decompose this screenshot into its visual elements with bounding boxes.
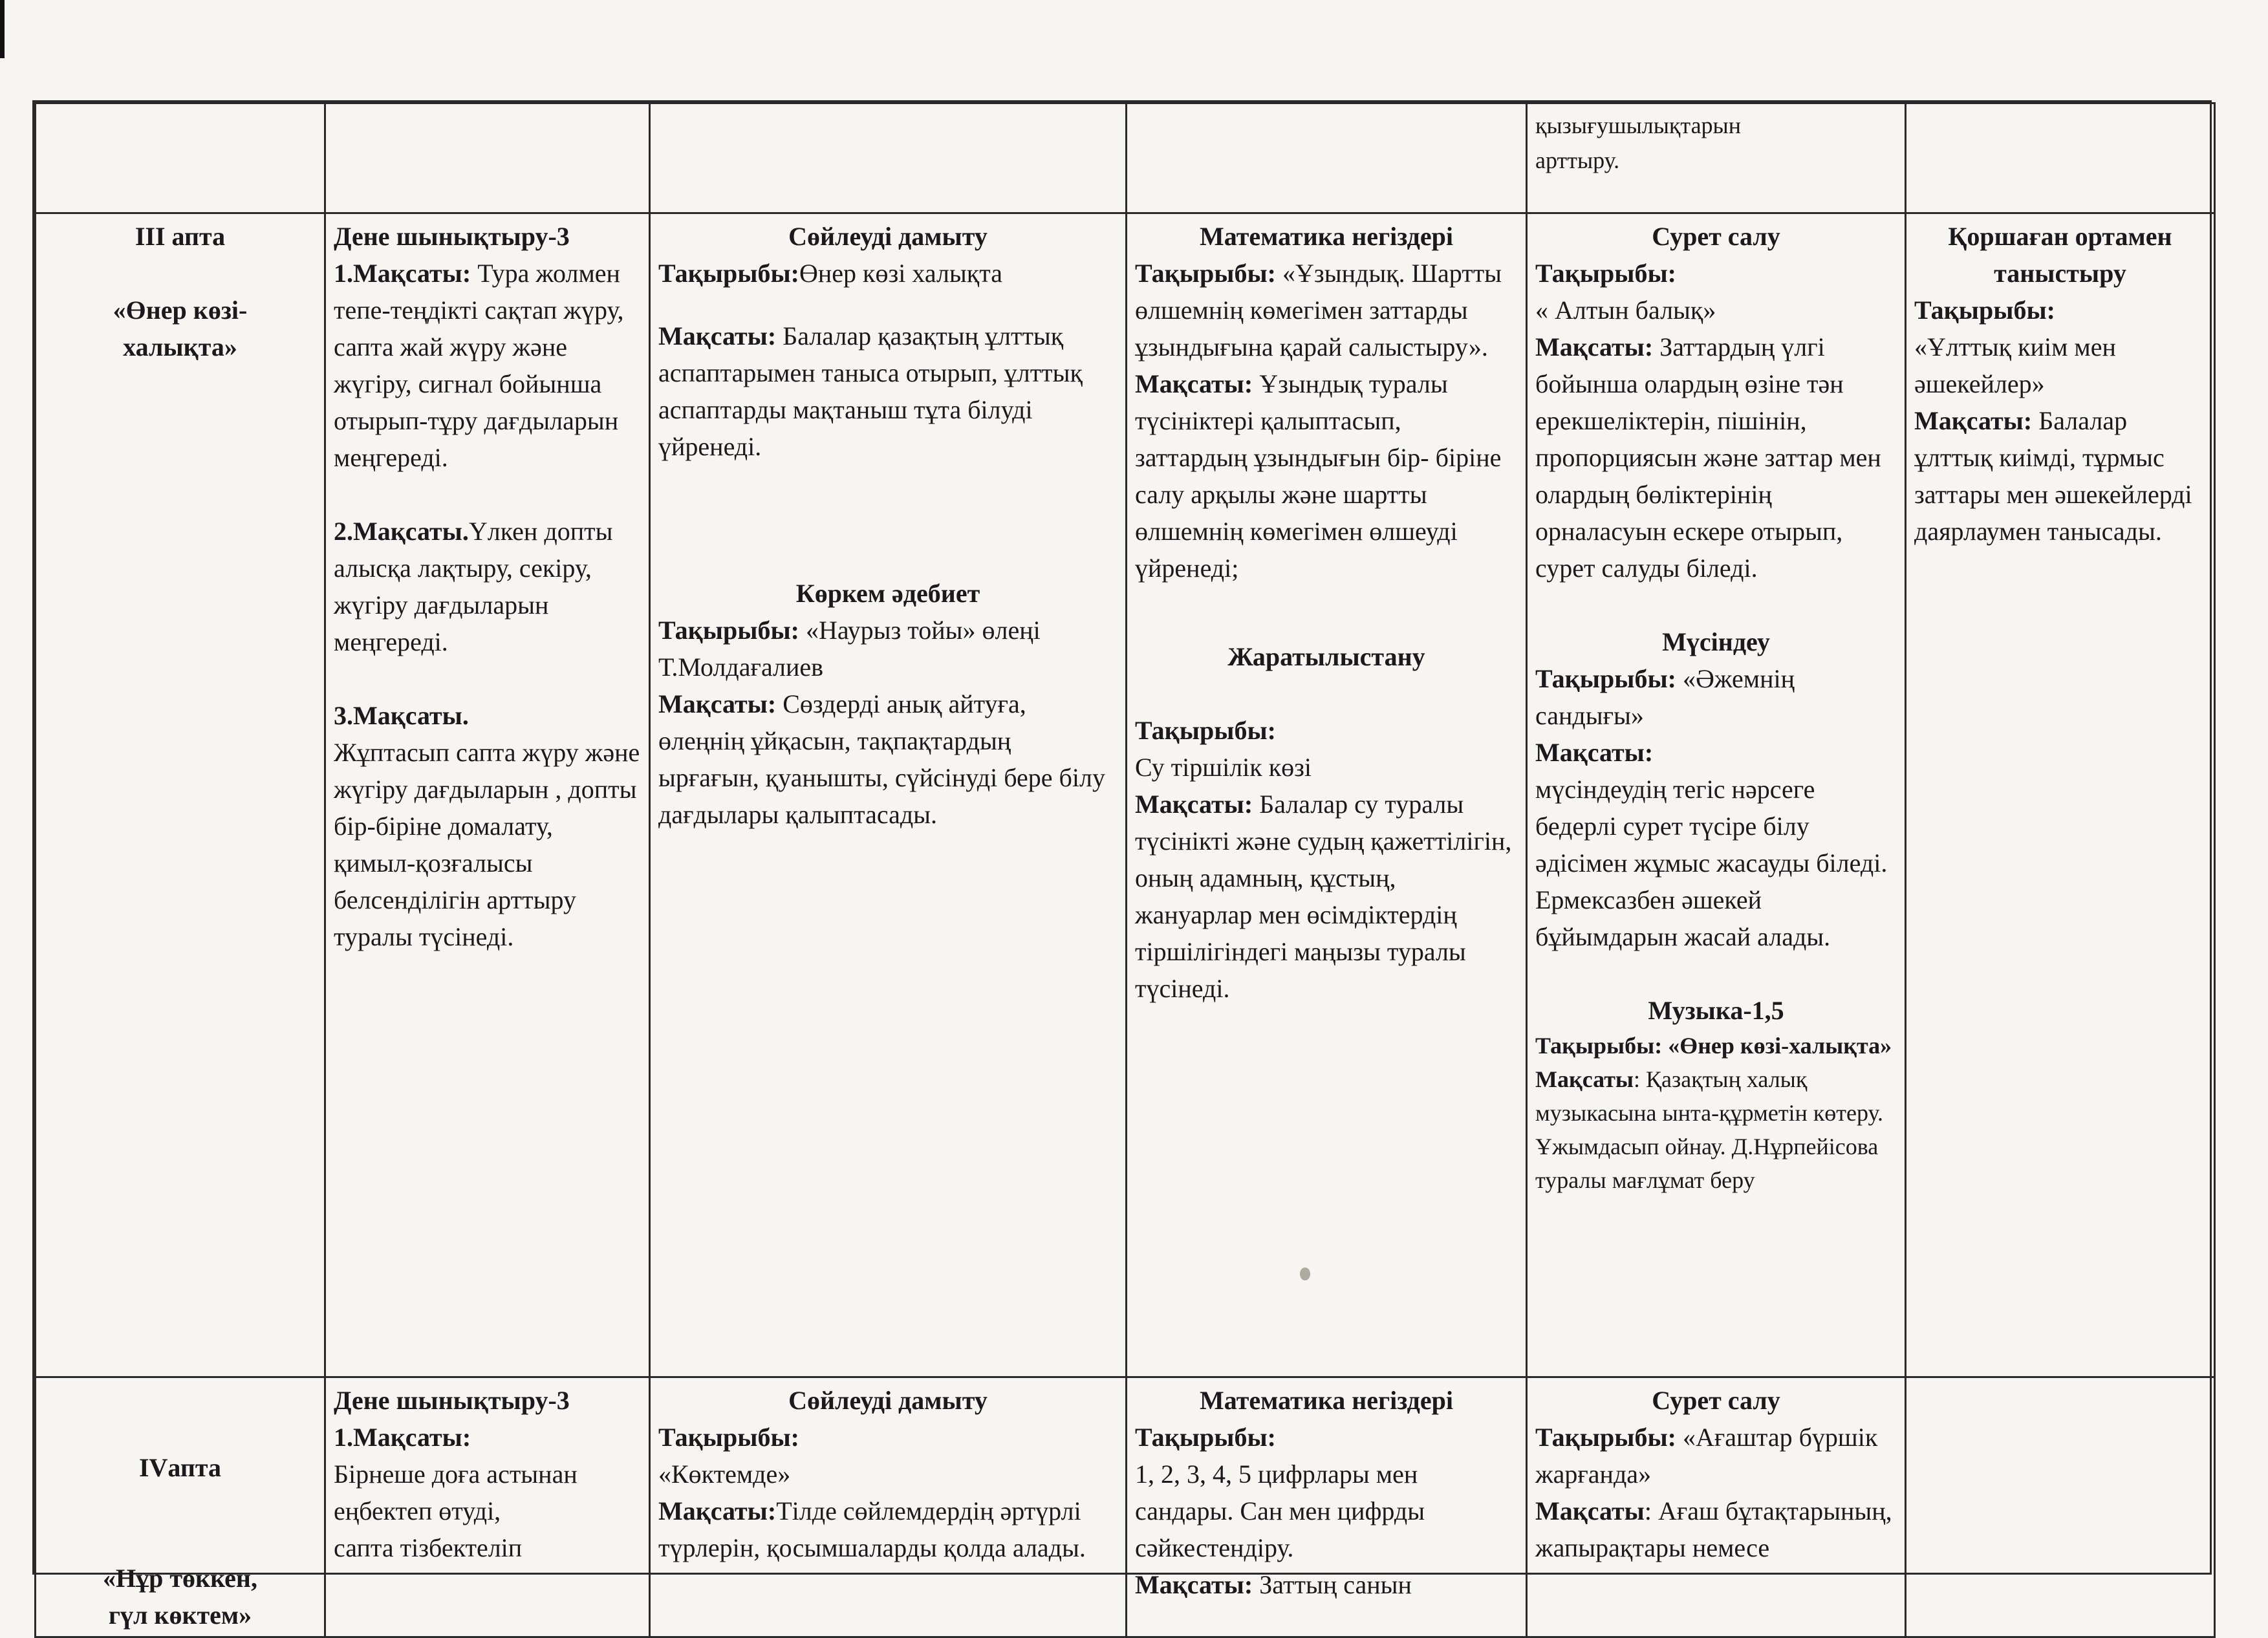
nature-topic-label: Тақырыбы: <box>1135 716 1276 745</box>
drawing-topic-text: « Алтын балық» <box>1535 296 1716 325</box>
week-label-cell <box>36 213 325 1377</box>
math-nature-cell <box>1127 213 1527 1377</box>
sculpt-topic-label: Тақырыбы: <box>1535 664 1676 693</box>
scan-smudge <box>1300 1267 1310 1280</box>
music-goal-text: : Қазақтың халық музыкасына ынта-құрметін көтеру. Ұжымдасып ойнау. Д.Нұрпейісова туралы мағлұмат беру <box>1535 1066 1883 1193</box>
cell-empty <box>325 103 650 213</box>
table-row-week-3 <box>36 213 2215 1377</box>
music-topic: Тақырыбы: «Өнер көзі-халықта» <box>1535 1033 1892 1059</box>
pe-heading: Дене шынықтыру-3 <box>334 222 570 251</box>
pe-goal-1-label: 1.Мақсаты: <box>334 1423 471 1452</box>
pe-goal-1-text: Бірнеше доға астынан еңбектеп өтуді, сапта тізбектеліп <box>334 1460 578 1562</box>
math-topic-text: «Ұзындық. Шартты өлшемнің көмегімен заттарды ұзындығына қарай салыстыру». <box>1135 259 1502 361</box>
table-row-continuation <box>36 103 2215 213</box>
drawing-topic-label: Тақырыбы: <box>1535 259 1676 288</box>
drawing-goal-label: Мақсаты <box>1535 1496 1645 1525</box>
environment-topic-label: Тақырыбы: <box>1914 296 2055 325</box>
nature-goal-text: Балалар су туралы түсінікті және судың қажеттілігін, оның адамның, құстың, жануарлар мен өсімдіктердің тіршілігіндегі маңызы туралы түсінеді. <box>1135 790 1512 1003</box>
week-title: ІVапта <box>138 1453 222 1482</box>
literature-heading: Көркем әдебиет <box>795 579 980 608</box>
environment-cell <box>1906 213 2215 1377</box>
table-row-week-4 <box>36 1377 2215 1637</box>
pe-goal-2-label: 2.Мақсаты. <box>334 517 469 546</box>
week-theme-cont: гүл көктем» <box>108 1600 252 1630</box>
speech-goal-text: Тілде сөйлемдердің әртүрлі түрлерін, қосымшаларды қолда алады. <box>658 1496 1086 1562</box>
speech-heading: Сөйлеуді дамыту <box>788 1386 988 1415</box>
cell-empty <box>36 103 325 213</box>
cell-empty <box>1906 103 2215 213</box>
cell-empty <box>1127 103 1527 213</box>
math-goal-label: Мақсаты: <box>1135 369 1253 398</box>
sculpt-heading: Мүсіндеу <box>1662 627 1770 656</box>
nature-heading: Жаратылыстану <box>1227 642 1425 671</box>
environment-goal-text: Балалар ұлттық киімді, тұрмыс заттары мен әшекейлерді даярлаумен танысады. <box>1914 406 2192 546</box>
speech-goal-label: Мақсаты: <box>658 1496 777 1525</box>
drawing-topic-text: «Ағаштар бүршік жарғанда» <box>1535 1423 1878 1489</box>
nature-topic-text: Су тіршілік көзі <box>1135 753 1312 782</box>
speech-topic-label: Тақырыбы: <box>658 259 799 288</box>
speech-heading: Сөйлеуді дамыту <box>788 222 988 251</box>
cell-empty <box>1906 1377 2215 1637</box>
week-theme-cont: халықта» <box>123 332 237 361</box>
drawing-heading: Сурет салу <box>1652 1386 1780 1415</box>
literature-topic-label: Тақырыбы: <box>658 616 799 645</box>
pe-goal-2-text: Үлкен допты алысқа лақтыру, секіру, жүгіру дағдыларын меңгереді. <box>334 517 613 656</box>
environment-goal-label: Мақсаты: <box>1914 406 2033 435</box>
math-topic-label: Тақырыбы: <box>1135 259 1276 288</box>
speech-topic-text: Өнер көзі халықта <box>799 259 1002 288</box>
math-goal-label: Мақсаты: <box>1135 1570 1253 1599</box>
math-heading: Математика негіздері <box>1200 1386 1453 1415</box>
math-goal-text: Ұзындық туралы түсініктері қалыптасып, заттардың ұзындығын бір- біріне салу арқылы және шартты өлшемнің көмегімен өлшеуді үйренеді; <box>1135 369 1502 583</box>
nature-goal-label: Мақсаты: <box>1135 790 1253 819</box>
speech-literature-cell <box>650 213 1127 1377</box>
speech-topic-label: Тақырыбы: <box>658 1423 799 1452</box>
week-label-cell <box>36 1377 325 1637</box>
lesson-plan-table <box>32 100 2212 1630</box>
drawing-cell <box>1527 1377 1906 1637</box>
drawing-goal-text: Заттардың үлгі бойынша олардың өзіне тән ерекшеліктерін, пішінін, пропорциясын және заттар мен олардың бөліктерінің орналасуын ескере отырып, сурет салуды біледі. <box>1535 332 1881 583</box>
physical-education-cell <box>325 213 650 1377</box>
pe-heading: Дене шынықтыру-3 <box>334 1386 570 1415</box>
sculpt-topic-text: «Әжемнің сандығы» <box>1535 664 1795 730</box>
environment-heading: Қоршаған ортамен таныстыру <box>1948 222 2172 288</box>
sculpt-goal-label: Мақсаты: <box>1535 738 1654 767</box>
math-topic-text: 1, 2, 3, 4, 5 цифрлары мен сандары. Сан мен цифрды сәйкестендіру. <box>1135 1460 1425 1562</box>
cell-continued-text: қызығушылықтарын арттыру. <box>1527 103 1906 213</box>
pe-goal-1-text: Тура жолмен тепе-теңдікті сақтап жүру, сапта жай жүру және жүгіру, сигнал бойынша отырып-тұру дағдыларын меңгереді. <box>334 259 624 472</box>
pe-goal-1-label: 1.Мақсаты: <box>334 259 471 288</box>
drawing-goal-text: : Ағаш бұтақтарының, жапырақтары немесе <box>1535 1496 1892 1562</box>
math-heading: Математика негіздері <box>1200 222 1453 251</box>
drawing-sculpt-music-cell <box>1527 213 1906 1377</box>
week-theme: «Өнер көзі- <box>113 296 248 325</box>
math-topic-label: Тақырыбы: <box>1135 1423 1276 1452</box>
literature-goal-label: Мақсаты: <box>658 689 777 718</box>
drawing-goal-label: Мақсаты: <box>1535 332 1654 361</box>
week-title: ІІІ апта <box>135 222 226 251</box>
speech-cell <box>650 1377 1127 1637</box>
pe-goal-3-label: 3.Мақсаты. <box>334 701 469 730</box>
sculpt-goal-text: мүсіндеудің тегіс нәрсеге бедерлі сурет түсіре білу әдісімен жұмыс жасауды біледі. Ермексазбен әшекей бұйымдарын жасай алады. <box>1535 775 1888 951</box>
environment-topic-text: «Ұлттық киім мен әшекейлер» <box>1914 332 2116 398</box>
drawing-heading: Сурет салу <box>1652 222 1780 251</box>
math-goal-text: Заттың санын <box>1259 1570 1412 1599</box>
scan-edge-mark <box>0 0 5 58</box>
music-heading: Музыка-1,5 <box>1648 996 1784 1025</box>
physical-education-cell <box>325 1377 650 1637</box>
literature-topic-text: «Наурыз тойы» өлеңі Т.Молдағалиев <box>658 616 1041 682</box>
drawing-topic-label: Тақырыбы: <box>1535 1423 1676 1452</box>
speech-goal-label: Мақсаты: <box>658 321 777 350</box>
cell-empty <box>650 103 1127 213</box>
music-goal-label: Мақсаты <box>1535 1066 1634 1092</box>
speech-goal-text: Балалар қазақтың ұлттық аспаптарымен таныса отырып, ұлттық аспаптарды мақтаныш тұта білуді үйренеді. <box>658 321 1083 461</box>
math-cell <box>1127 1377 1527 1637</box>
week-theme: «Нұр төккен, <box>103 1564 257 1593</box>
pe-goal-3-text: Жұптасып сапта жүру және жүгіру дағдыларын , допты бір-біріне домалату, қимыл-қозғалысы белсенділігін арттыру туралы түсінеді. <box>334 738 640 951</box>
literature-goal-text: Сөздерді анық айтуға, өлеңнің ұйқасын, тақпақтардың ырғағын, қуанышты, сүйсінуді бере білу дағдылары қалыптасады. <box>658 689 1105 829</box>
speech-topic-text: «Көктемде» <box>658 1460 791 1489</box>
